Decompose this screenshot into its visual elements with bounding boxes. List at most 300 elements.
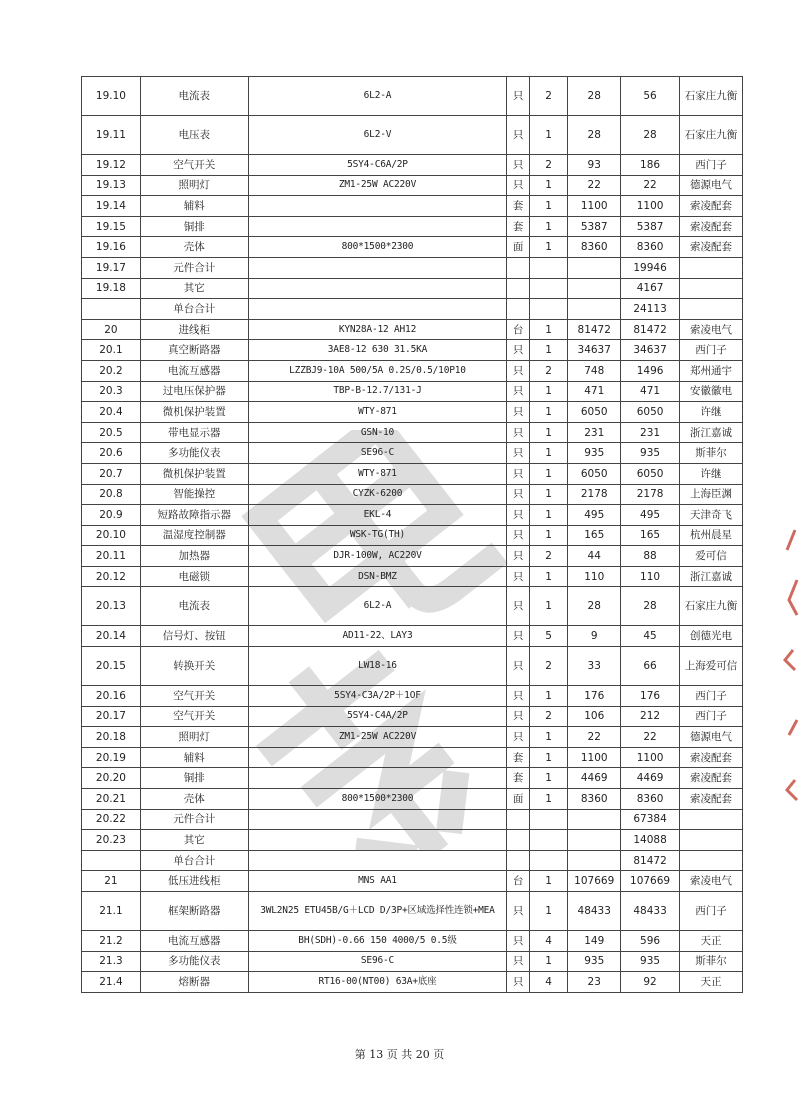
unit-cell: 只 xyxy=(507,626,529,647)
unit-price-cell: 6050 xyxy=(568,463,621,484)
table-row xyxy=(82,463,743,484)
unit-price-cell: 4469 xyxy=(568,768,621,789)
total-price-cell: 34637 xyxy=(621,340,680,361)
row-number-cell: 19.12 xyxy=(82,155,141,176)
row-number-cell: 20.5 xyxy=(82,422,141,443)
item-name-cell: 电流表 xyxy=(140,77,248,116)
spec-cell: KYN28A-12 AH12 xyxy=(248,319,507,340)
unit-price-cell: 44 xyxy=(568,546,621,567)
item-name-cell: 其它 xyxy=(140,278,248,299)
item-name-cell: 微机保护装置 xyxy=(140,463,248,484)
spec-cell: WSK-TG(TH) xyxy=(248,525,507,546)
unit-cell: 只 xyxy=(507,360,529,381)
unit-price-cell: 6050 xyxy=(568,402,621,423)
unit-cell: 只 xyxy=(507,566,529,587)
spec-cell xyxy=(248,830,507,851)
total-price-cell: 176 xyxy=(621,686,680,707)
unit-price-cell: 935 xyxy=(568,951,621,972)
spec-cell: 5SY4-C4A/2P xyxy=(248,706,507,727)
table-row xyxy=(82,116,743,155)
supplier-cell: 索凌电气 xyxy=(680,319,743,340)
unit-cell xyxy=(507,278,529,299)
unit-price-cell: 28 xyxy=(568,587,621,626)
quantity-cell: 1 xyxy=(529,892,568,931)
unit-cell xyxy=(507,809,529,830)
item-name-cell: 单台合计 xyxy=(140,850,248,871)
item-name-cell: 单台合计 xyxy=(140,299,248,320)
supplier-cell: 上海臣渊 xyxy=(680,484,743,505)
table-row xyxy=(82,706,743,727)
spec-cell xyxy=(248,747,507,768)
quantity-cell xyxy=(529,257,568,278)
table-row xyxy=(82,299,743,320)
quantity-cell xyxy=(529,830,568,851)
unit-cell: 只 xyxy=(507,972,529,993)
quantity-cell: 1 xyxy=(529,237,568,258)
total-price-cell: 19946 xyxy=(621,257,680,278)
unit-cell: 只 xyxy=(507,175,529,196)
spec-cell: SE96-C xyxy=(248,951,507,972)
total-price-cell: 935 xyxy=(621,443,680,464)
spec-cell: LZZBJ9-10A 500/5A 0.2S/0.5/10P10 xyxy=(248,360,507,381)
unit-price-cell: 93 xyxy=(568,155,621,176)
unit-price-cell: 935 xyxy=(568,443,621,464)
table-row xyxy=(82,892,743,931)
quantity-cell: 1 xyxy=(529,484,568,505)
unit-cell: 只 xyxy=(507,727,529,748)
spec-cell: TBP-B-12.7/131-J xyxy=(248,381,507,402)
table-body xyxy=(82,77,743,993)
unit-cell xyxy=(507,830,529,851)
unit-cell: 只 xyxy=(507,892,529,931)
unit-cell: 面 xyxy=(507,789,529,810)
table-row xyxy=(82,155,743,176)
unit-cell: 只 xyxy=(507,402,529,423)
table-row xyxy=(82,257,743,278)
spec-cell: 3WL2N25 ETU45B/G＋LCD D/3P+区域选择性连锁+MEA xyxy=(248,892,507,931)
spec-cell: GSN-10 xyxy=(248,422,507,443)
row-number-cell: 20.22 xyxy=(82,809,141,830)
item-name-cell: 框架断路器 xyxy=(140,892,248,931)
supplier-cell: 索凌配套 xyxy=(680,747,743,768)
quantity-cell: 1 xyxy=(529,951,568,972)
unit-price-cell: 2178 xyxy=(568,484,621,505)
total-price-cell: 88 xyxy=(621,546,680,567)
unit-cell: 只 xyxy=(507,686,529,707)
row-number-cell: 20.20 xyxy=(82,768,141,789)
unit-price-cell: 34637 xyxy=(568,340,621,361)
supplier-cell: 天正 xyxy=(680,931,743,952)
row-number-cell xyxy=(82,850,141,871)
total-price-cell: 1100 xyxy=(621,747,680,768)
row-number-cell: 21.2 xyxy=(82,931,141,952)
unit-cell xyxy=(507,299,529,320)
unit-cell xyxy=(507,850,529,871)
quantity-cell: 1 xyxy=(529,747,568,768)
quantity-cell: 1 xyxy=(529,505,568,526)
unit-cell: 只 xyxy=(507,77,529,116)
unit-cell: 只 xyxy=(507,116,529,155)
unit-cell: 只 xyxy=(507,931,529,952)
unit-price-cell xyxy=(568,299,621,320)
spec-cell xyxy=(248,850,507,871)
row-number-cell: 20.18 xyxy=(82,727,141,748)
unit-price-cell: 107669 xyxy=(568,871,621,892)
supplier-cell: 爱可信 xyxy=(680,546,743,567)
quantity-cell: 1 xyxy=(529,566,568,587)
quantity-cell: 1 xyxy=(529,175,568,196)
unit-price-cell xyxy=(568,830,621,851)
item-name-cell: 铜排 xyxy=(140,768,248,789)
item-name-cell: 加热器 xyxy=(140,546,248,567)
total-price-cell: 110 xyxy=(621,566,680,587)
total-price-cell: 596 xyxy=(621,931,680,952)
table-row xyxy=(82,77,743,116)
supplier-cell xyxy=(680,299,743,320)
unit-price-cell: 81472 xyxy=(568,319,621,340)
unit-price-cell xyxy=(568,809,621,830)
item-name-cell: 微机保护装置 xyxy=(140,402,248,423)
item-name-cell: 转换开关 xyxy=(140,647,248,686)
total-price-cell: 81472 xyxy=(621,850,680,871)
item-name-cell: 电磁锁 xyxy=(140,566,248,587)
supplier-cell: 石家庄九衡 xyxy=(680,77,743,116)
spec-cell: DJR-100W, AC220V xyxy=(248,546,507,567)
supplier-cell xyxy=(680,850,743,871)
supplier-cell: 石家庄九衡 xyxy=(680,587,743,626)
quantity-cell xyxy=(529,299,568,320)
quantity-cell: 1 xyxy=(529,871,568,892)
table-row xyxy=(82,175,743,196)
page-number-footer: 第 13 页 共 20 页 xyxy=(354,1048,445,1061)
unit-price-cell: 1100 xyxy=(568,196,621,217)
total-price-cell: 165 xyxy=(621,525,680,546)
unit-cell: 只 xyxy=(507,951,529,972)
item-name-cell: 熔断器 xyxy=(140,972,248,993)
row-number-cell: 20.7 xyxy=(82,463,141,484)
unit-price-cell: 149 xyxy=(568,931,621,952)
quantity-cell: 1 xyxy=(529,340,568,361)
row-number-cell: 20.9 xyxy=(82,505,141,526)
table-row xyxy=(82,340,743,361)
row-number-cell: 21.3 xyxy=(82,951,141,972)
row-number-cell: 20.10 xyxy=(82,525,141,546)
row-number-cell: 20.6 xyxy=(82,443,141,464)
supplier-cell: 德源电气 xyxy=(680,727,743,748)
table-row xyxy=(82,789,743,810)
total-price-cell: 471 xyxy=(621,381,680,402)
spec-cell: SE96-C xyxy=(248,443,507,464)
unit-price-cell: 8360 xyxy=(568,237,621,258)
table-row xyxy=(82,727,743,748)
total-price-cell: 45 xyxy=(621,626,680,647)
row-number-cell: 19.14 xyxy=(82,196,141,217)
spec-cell: 6L2-A xyxy=(248,77,507,116)
quantity-cell: 1 xyxy=(529,381,568,402)
item-name-cell: 温湿度控制器 xyxy=(140,525,248,546)
unit-cell: 只 xyxy=(507,443,529,464)
unit-cell xyxy=(507,257,529,278)
spec-cell: RT16-00(NT00) 63A+底座 xyxy=(248,972,507,993)
spec-cell: EKL-4 xyxy=(248,505,507,526)
table-row xyxy=(82,525,743,546)
item-name-cell: 真空断路器 xyxy=(140,340,248,361)
item-name-cell: 低压进线柜 xyxy=(140,871,248,892)
table-row xyxy=(82,422,743,443)
table-row xyxy=(82,972,743,993)
table-row xyxy=(82,768,743,789)
table-row xyxy=(82,931,743,952)
quantity-cell: 1 xyxy=(529,116,568,155)
supplier-cell: 索凌电气 xyxy=(680,871,743,892)
supplier-cell: 西门子 xyxy=(680,706,743,727)
total-price-cell: 186 xyxy=(621,155,680,176)
row-number-cell: 20.14 xyxy=(82,626,141,647)
supplier-cell: 西门子 xyxy=(680,340,743,361)
spec-cell: DSN-BMZ xyxy=(248,566,507,587)
table-row xyxy=(82,647,743,686)
quantity-cell: 1 xyxy=(529,587,568,626)
item-name-cell: 电压表 xyxy=(140,116,248,155)
unit-price-cell xyxy=(568,257,621,278)
row-number-cell: 19.18 xyxy=(82,278,141,299)
unit-price-cell: 33 xyxy=(568,647,621,686)
quantity-cell xyxy=(529,850,568,871)
table-row xyxy=(82,381,743,402)
total-price-cell: 66 xyxy=(621,647,680,686)
supplier-cell: 天正 xyxy=(680,972,743,993)
supplier-cell: 天津奇飞 xyxy=(680,505,743,526)
table-row xyxy=(82,278,743,299)
quantity-cell: 1 xyxy=(529,402,568,423)
unit-price-cell: 22 xyxy=(568,175,621,196)
row-number-cell: 20.19 xyxy=(82,747,141,768)
spec-cell: 5SY4-C6A/2P xyxy=(248,155,507,176)
total-price-cell: 2178 xyxy=(621,484,680,505)
row-number-cell: 19.13 xyxy=(82,175,141,196)
unit-price-cell: 8360 xyxy=(568,789,621,810)
unit-cell: 只 xyxy=(507,155,529,176)
spec-cell: ZM1-25W AC220V xyxy=(248,175,507,196)
table-row xyxy=(82,505,743,526)
row-number-cell: 20 xyxy=(82,319,141,340)
total-price-cell: 4469 xyxy=(621,768,680,789)
spec-cell: 800*1500*2300 xyxy=(248,237,507,258)
item-name-cell: 空气开关 xyxy=(140,686,248,707)
spec-cell xyxy=(248,278,507,299)
row-number-cell: 19.11 xyxy=(82,116,141,155)
table-row xyxy=(82,850,743,871)
row-number-cell: 20.11 xyxy=(82,546,141,567)
unit-cell: 只 xyxy=(507,587,529,626)
row-number-cell: 20.8 xyxy=(82,484,141,505)
supplier-cell: 西门子 xyxy=(680,155,743,176)
item-name-cell: 其它 xyxy=(140,830,248,851)
unit-price-cell xyxy=(568,850,621,871)
unit-price-cell: 165 xyxy=(568,525,621,546)
item-name-cell: 辅料 xyxy=(140,196,248,217)
unit-cell: 只 xyxy=(507,706,529,727)
row-number-cell: 19.10 xyxy=(82,77,141,116)
table-row xyxy=(82,319,743,340)
total-price-cell: 24113 xyxy=(621,299,680,320)
unit-cell: 只 xyxy=(507,505,529,526)
total-price-cell: 67384 xyxy=(621,809,680,830)
spec-cell: WTY-871 xyxy=(248,402,507,423)
unit-price-cell: 495 xyxy=(568,505,621,526)
table-row xyxy=(82,484,743,505)
total-price-cell: 28 xyxy=(621,587,680,626)
row-number-cell: 20.12 xyxy=(82,566,141,587)
supplier-cell: 创德光电 xyxy=(680,626,743,647)
unit-cell: 台 xyxy=(507,319,529,340)
item-name-cell: 壳体 xyxy=(140,237,248,258)
total-price-cell: 14088 xyxy=(621,830,680,851)
unit-cell: 只 xyxy=(507,340,529,361)
unit-cell: 套 xyxy=(507,747,529,768)
supplier-cell: 郑州通宇 xyxy=(680,360,743,381)
table-row xyxy=(82,830,743,851)
supplier-cell: 上海爱可信 xyxy=(680,647,743,686)
item-name-cell: 多功能仪表 xyxy=(140,951,248,972)
total-price-cell: 8360 xyxy=(621,237,680,258)
unit-price-cell xyxy=(568,278,621,299)
table-row xyxy=(82,546,743,567)
item-name-cell: 电流互感器 xyxy=(140,360,248,381)
quantity-cell: 1 xyxy=(529,196,568,217)
spec-cell: 800*1500*2300 xyxy=(248,789,507,810)
table-row xyxy=(82,216,743,237)
supplier-cell: 斯菲尔 xyxy=(680,951,743,972)
item-name-cell: 空气开关 xyxy=(140,706,248,727)
table-row xyxy=(82,360,743,381)
row-number-cell: 20.15 xyxy=(82,647,141,686)
table-row xyxy=(82,871,743,892)
quantity-cell: 2 xyxy=(529,77,568,116)
row-number-cell xyxy=(82,299,141,320)
total-price-cell: 495 xyxy=(621,505,680,526)
supplier-cell: 索凌配套 xyxy=(680,789,743,810)
row-number-cell: 20.23 xyxy=(82,830,141,851)
item-name-cell: 短路故障指示器 xyxy=(140,505,248,526)
quantity-cell: 1 xyxy=(529,789,568,810)
quantity-cell: 4 xyxy=(529,972,568,993)
spec-cell: 5SY4-C3A/2P＋1OF xyxy=(248,686,507,707)
quantity-cell: 5 xyxy=(529,626,568,647)
supplier-cell: 浙江嘉诚 xyxy=(680,566,743,587)
supplier-cell: 石家庄九衡 xyxy=(680,116,743,155)
spec-cell: BH(SDH)-0.66 150 4000/5 0.5级 xyxy=(248,931,507,952)
row-number-cell: 20.16 xyxy=(82,686,141,707)
unit-price-cell: 28 xyxy=(568,77,621,116)
total-price-cell: 22 xyxy=(621,175,680,196)
table-row xyxy=(82,747,743,768)
item-name-cell: 辅料 xyxy=(140,747,248,768)
spec-cell xyxy=(248,216,507,237)
row-number-cell: 20.4 xyxy=(82,402,141,423)
supplier-cell xyxy=(680,830,743,851)
row-number-cell: 20.2 xyxy=(82,360,141,381)
unit-price-cell: 48433 xyxy=(568,892,621,931)
item-name-cell: 电流表 xyxy=(140,587,248,626)
unit-cell: 套 xyxy=(507,196,529,217)
unit-cell: 面 xyxy=(507,237,529,258)
spec-cell xyxy=(248,299,507,320)
spec-cell: AD11-22、LAY3 xyxy=(248,626,507,647)
unit-cell: 台 xyxy=(507,871,529,892)
spec-cell: 3AE8-12 630 31.5KA xyxy=(248,340,507,361)
quantity-cell xyxy=(529,278,568,299)
quantity-cell: 2 xyxy=(529,546,568,567)
total-price-cell: 48433 xyxy=(621,892,680,931)
unit-price-cell: 28 xyxy=(568,116,621,155)
supplier-cell xyxy=(680,809,743,830)
supplier-cell: 西门子 xyxy=(680,686,743,707)
row-number-cell: 20.3 xyxy=(82,381,141,402)
quantity-cell: 1 xyxy=(529,463,568,484)
total-price-cell: 4167 xyxy=(621,278,680,299)
total-price-cell: 107669 xyxy=(621,871,680,892)
total-price-cell: 81472 xyxy=(621,319,680,340)
item-name-cell: 电流互感器 xyxy=(140,931,248,952)
table-row xyxy=(82,686,743,707)
supplier-cell: 索凌配套 xyxy=(680,768,743,789)
quantity-cell: 2 xyxy=(529,647,568,686)
seal-edge-mark xyxy=(775,520,799,820)
unit-cell: 套 xyxy=(507,216,529,237)
unit-price-cell: 23 xyxy=(568,972,621,993)
unit-cell: 只 xyxy=(507,484,529,505)
price-table xyxy=(81,76,743,993)
supplier-cell xyxy=(680,278,743,299)
table-row xyxy=(82,626,743,647)
quantity-cell: 1 xyxy=(529,216,568,237)
row-number-cell: 19.16 xyxy=(82,237,141,258)
supplier-cell: 许继 xyxy=(680,463,743,484)
unit-price-cell: 176 xyxy=(568,686,621,707)
unit-price-cell: 9 xyxy=(568,626,621,647)
supplier-cell: 索凌配套 xyxy=(680,216,743,237)
row-number-cell: 21 xyxy=(82,871,141,892)
supplier-cell: 许继 xyxy=(680,402,743,423)
row-number-cell: 21.4 xyxy=(82,972,141,993)
table-row xyxy=(82,809,743,830)
total-price-cell: 1496 xyxy=(621,360,680,381)
spec-cell xyxy=(248,809,507,830)
spec-cell: WTY-871 xyxy=(248,463,507,484)
spec-cell: LW18-16 xyxy=(248,647,507,686)
unit-cell: 只 xyxy=(507,647,529,686)
unit-price-cell: 5387 xyxy=(568,216,621,237)
total-price-cell: 212 xyxy=(621,706,680,727)
unit-cell: 只 xyxy=(507,381,529,402)
row-number-cell: 19.15 xyxy=(82,216,141,237)
item-name-cell: 信号灯、按钮 xyxy=(140,626,248,647)
supplier-cell: 索凌配套 xyxy=(680,196,743,217)
total-price-cell: 22 xyxy=(621,727,680,748)
item-name-cell: 照明灯 xyxy=(140,175,248,196)
quantity-cell: 2 xyxy=(529,706,568,727)
unit-cell: 只 xyxy=(507,422,529,443)
total-price-cell: 28 xyxy=(621,116,680,155)
unit-cell: 套 xyxy=(507,768,529,789)
total-price-cell: 231 xyxy=(621,422,680,443)
table-row xyxy=(82,587,743,626)
supplier-cell: 索凌配套 xyxy=(680,237,743,258)
quantity-cell xyxy=(529,809,568,830)
row-number-cell: 19.17 xyxy=(82,257,141,278)
unit-price-cell: 231 xyxy=(568,422,621,443)
